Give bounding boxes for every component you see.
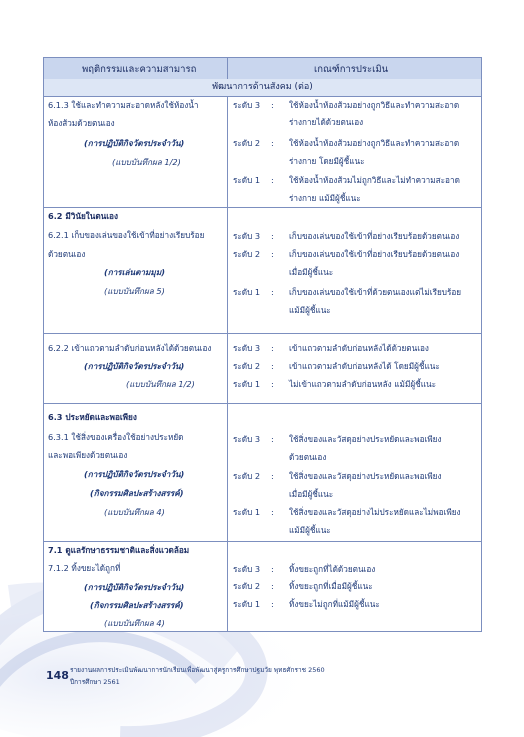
r3-desc3a: เข้าแถวตามลำดับก่อนหลังได้ด้วยตนเอง: [289, 343, 429, 353]
r5-desc1a: ทิ้งขยะไม่ถูกที่แม้มีผู้ชี้แนะ: [289, 599, 380, 609]
r4-line4: (กิจกรรมศิลปะสร้างสรรค์): [90, 488, 184, 498]
row-divider: [44, 333, 481, 334]
r2-desc3a: เก็บของเล่นของใช้เข้าที่อย่างเรียบร้อยด้วยตนเอง: [289, 231, 460, 241]
r5-title: 7.1 ดูแลรักษาธรรมชาติและสิ่งแวดล้อม: [48, 545, 190, 555]
r2-line1: 6.2.1 เก็บของเล่นของใช้เข้าที่อย่างเรียบร้อย: [48, 230, 205, 240]
r1-line4: (แบบบันทึกผล 1/2): [112, 157, 181, 167]
r4-desc1a: ใช้สิ่งของและวัสดุอย่างไม่ประหยัดและไม่พอเพียง: [289, 507, 461, 517]
r3-level3: ระดับ 3: [233, 343, 261, 353]
r3-desc2a: เข้าแถวตามลำดับก่อนหลังได้ โดยมีผู้ชี้แนะ: [289, 361, 440, 371]
r2-desc2b: เมื่อมีผู้ชี้แนะ: [289, 267, 334, 277]
r4-line3: (การปฏิบัติกิจวัตรประจำวัน): [84, 469, 185, 479]
r4-desc1b: แม้มีผู้ชี้แนะ: [289, 525, 331, 535]
r2-level3: ระดับ 3: [233, 231, 261, 241]
r5-colon2: :: [271, 581, 274, 591]
r1-level1: ระดับ 1: [233, 175, 261, 185]
header-criteria: เกณฑ์การประเมิน: [314, 64, 389, 75]
r2-desc1b: แม้มีผู้ชี้แนะ: [289, 305, 331, 315]
r4-level2: ระดับ 2: [233, 471, 261, 481]
r4-colon1: :: [271, 507, 274, 517]
r4-line1: 6.3.1 ใช้สิ่งของเครื่องใช้อย่างประหยัด: [48, 432, 184, 442]
r2-line2: ด้วยตนเอง: [48, 249, 86, 259]
r1-desc2b: ร่างกาย โดยมีผู้ชี้แนะ: [289, 156, 365, 166]
r5-level2: ระดับ 2: [233, 581, 261, 591]
r2-desc1a: เก็บของเล่นของใช้เข้าที่ด้วยตนเองแต่ไม่เรียบร้อย: [289, 287, 462, 297]
table-header: [44, 58, 481, 80]
r1-desc1b: ร่างกาย แม้มีผู้ชี้แนะ: [289, 193, 361, 203]
r4-desc3b: ด้วยตนเอง: [289, 452, 327, 462]
r5-colon1: :: [271, 599, 274, 609]
r3-line1: 6.2.2 เข้าแถวตามลำดับก่อนหลังได้ด้วยตนเอง: [48, 343, 212, 353]
r4-desc3a: ใช้สิ่งของและวัสดุอย่างประหยัดและพอเพียง: [289, 434, 442, 444]
r5-line1: 7.1.2 ทิ้งขยะได้ถูกที่: [48, 563, 121, 573]
header-behavior: พฤติกรรมและความสามารถ: [82, 64, 197, 75]
r4-desc2a: ใช้สิ่งของและวัสดุอย่างประหยัดและพอเพียง: [289, 471, 442, 481]
r4-colon2: :: [271, 471, 274, 481]
r1-colon3: :: [271, 100, 274, 110]
r4-colon3: :: [271, 434, 274, 444]
r1-desc2a: ใช้ห้องน้ำห้องส้วมอย่างถูกวิธีและทำความสะอาด: [289, 138, 460, 148]
row-divider: [44, 207, 481, 208]
r1-colon2: :: [271, 138, 274, 148]
assessment-table: [43, 57, 482, 632]
row-divider: [44, 403, 481, 404]
r4-level1: ระดับ 1: [233, 507, 261, 517]
r2-line4: (แบบบันทึกผล 5): [104, 286, 165, 296]
footer-line1: รายงานผลการประเมินพัฒนาการนักเรียนเพื่อพัฒนาสู่ครูการศึกษาปฐมวัย พุทธศักราช 2560: [70, 666, 325, 674]
r2-level1: ระดับ 1: [233, 287, 261, 297]
r1-desc3b: ร่างกายได้ด้วยตนเอง: [289, 117, 364, 127]
r5-level1: ระดับ 1: [233, 599, 261, 609]
r3-colon1: :: [271, 379, 274, 389]
r2-line3: (การเล่นตามมุม): [104, 267, 165, 277]
r2-level2: ระดับ 2: [233, 249, 261, 259]
row-divider: [44, 541, 481, 542]
r5-colon3: :: [271, 564, 274, 574]
r4-level3: ระดับ 3: [233, 434, 261, 444]
r1-level3: ระดับ 3: [233, 100, 261, 110]
r3-desc1a: ไม่เข้าแถวตามลำดับก่อนหลัง แม้มีผู้ชี้แนะ: [289, 379, 436, 389]
r3-level2: ระดับ 2: [233, 361, 261, 371]
column-divider: [227, 96, 228, 631]
r1-level2: ระดับ 2: [233, 138, 261, 148]
r4-line5: (แบบบันทึกผล 4): [104, 507, 165, 517]
section-band: พัฒนาการด้านสังคม (ต่อ): [44, 79, 481, 97]
r4-title: 6.3 ประหยัดและพอเพียง: [48, 412, 137, 422]
r2-colon1: :: [271, 287, 274, 297]
r3-level1: ระดับ 1: [233, 379, 261, 389]
r5-level3: ระดับ 3: [233, 564, 261, 574]
header-divider: [227, 58, 228, 79]
r2-title: 6.2 มีวินัยในตนเอง: [48, 211, 118, 221]
r5-line2: (การปฏิบัติกิจวัตรประจำวัน): [84, 582, 185, 592]
r3-colon3: :: [271, 343, 274, 353]
r4-line2: และพอเพียงด้วยตนเอง: [48, 450, 128, 460]
r3-colon2: :: [271, 361, 274, 371]
r1-desc1a: ใช้ห้องน้ำห้องส้วมไม่ถูกวิธีและไม่ทำความสะอาด: [289, 175, 460, 185]
r2-desc2a: เก็บของเล่นของใช้เข้าที่อย่างเรียบร้อยด้วยตนเอง: [289, 249, 460, 259]
r2-colon2: :: [271, 249, 274, 259]
page-number: 148: [46, 669, 69, 682]
r1-line2: ห้องส้วมด้วยตนเอง: [48, 118, 115, 128]
r5-line4: (แบบบันทึกผล 4): [104, 618, 165, 628]
footer-line2: ปีการศึกษา 2561: [70, 678, 120, 686]
r4-desc2b: เมื่อมีผู้ชี้แนะ: [289, 489, 334, 499]
r1-desc3a: ใช้ห้องน้ำห้องส้วมอย่างถูกวิธีและทำความสะอาด: [289, 100, 460, 110]
r1-line1: 6.1.3 ใช้และทำความสะอาดหลังใช้ห้องน้ำ: [48, 100, 199, 110]
r2-colon3: :: [271, 231, 274, 241]
r1-colon1: :: [271, 175, 274, 185]
r5-line3: (กิจกรรมศิลปะสร้างสรรค์): [90, 600, 184, 610]
r5-desc3a: ทิ้งขยะถูกที่ได้ด้วยตนเอง: [289, 564, 376, 574]
r3-line3: (แบบบันทึกผล 1/2): [126, 379, 195, 389]
r5-desc2a: ทิ้งขยะถูกที่เมื่อมีผู้ชี้แนะ: [289, 581, 373, 591]
r3-line2: (การปฏิบัติกิจวัตรประจำวัน): [84, 361, 185, 371]
r1-line3: (การปฏิบัติกิจวัตรประจำวัน): [84, 138, 185, 148]
